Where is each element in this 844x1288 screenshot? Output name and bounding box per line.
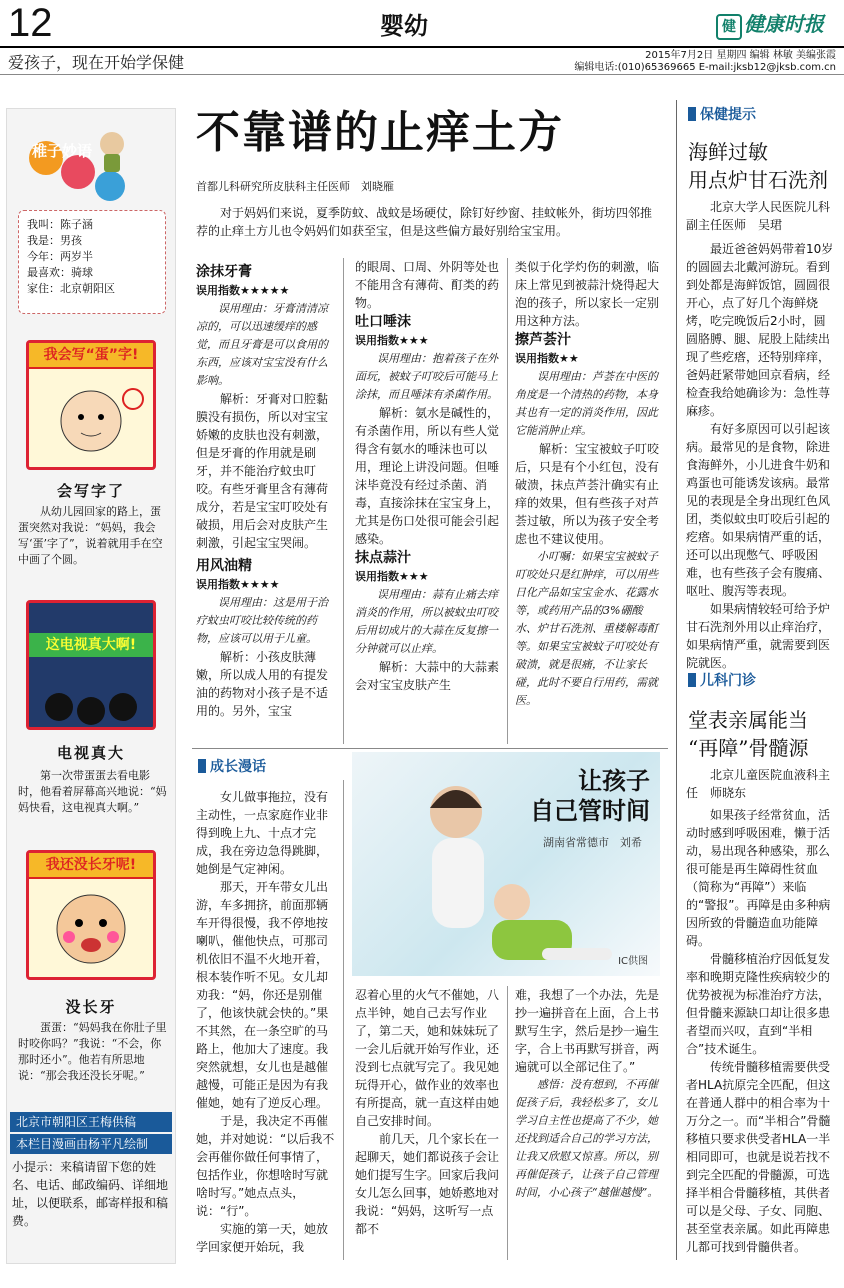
paragraph: 前几天，几个家长在一起聊天，她们都说孩子会让她们提写生字。回家后我问女儿怎么回事，她娇憨地对我说：“妈妈，这听写一点都不	[355, 1132, 500, 1236]
header-rule-thin	[0, 74, 844, 75]
credit-bar: 本栏目漫画由杨平凡绘制	[10, 1134, 172, 1154]
header-rule	[0, 46, 844, 48]
kids-quotes-logo	[26, 128, 136, 202]
paragraph: 类似于化学灼伤的刺激，临床上常见到被蒜汁烧得起大泡的孩子，所以家长一定别用这种方法。	[515, 260, 660, 328]
subhead: 涂抹牙膏	[196, 264, 252, 280]
cinema-audience-icon	[29, 657, 153, 727]
analysis: 解析：氨水是碱性的，有杀菌作用，所以有些人觉得含有氨水的唾沫也可以用，理论上讲没问题。但唾沫毕竟没有经过杀菌、消毒，直接涂抹在宝宝身上，尤其是伤口处很可能会引起感染。	[355, 406, 500, 546]
title-line: “再障”骨髓源	[688, 736, 809, 760]
right-column-divider	[676, 100, 677, 1260]
subhead: 吐口唾沫	[355, 314, 411, 330]
article-byline: 首都儿科研究所皮肤科主任医师 刘晓雁	[196, 180, 394, 193]
paragraph: 最近爸爸妈妈带着10岁的圆圆去北戴河游玩。看到到处都是海鲜饭馆，圆圆很开心，点了好几个海鲜烧烤，吃完晚饭后2小时，圆圆胳膊、腿、屁股上陆续出现了些疙瘩，还特别痒痒，爸妈赶紧带她回京看病，经检查我给她确诊为：急性荨麻疹。	[686, 242, 834, 418]
growth-title-line: 自己管时间	[530, 796, 650, 825]
analysis: 解析：大蒜中的大蒜素会对宝宝皮肤产生	[355, 660, 500, 692]
growth-title-line: 让孩子	[578, 766, 650, 795]
caption-writing: 会写字了	[56, 482, 125, 500]
reminder-tip: 小叮嘱：如果宝宝被蚊子叮咬处只是红肿痒，可以用些日化产品如宝宝金水、花露水等，或药用产品的3%硼酸水、炉甘石洗剂、重楼解毒酊等。如果宝宝被蚊子叮咬处有破溃，就是很痛，不让家长碰，此时不要自行用药，需就医。	[515, 550, 658, 707]
section-title: 婴幼	[380, 11, 428, 40]
health-tips-label	[688, 104, 756, 124]
aplastic-anemia-title	[688, 706, 808, 762]
section-divider	[192, 748, 668, 749]
analysis: 解析：宝宝被蚊子叮咬后，只是有个小红包，没有破溃，抹点芦荟汁确实有止痒的效果，但有些孩子对芦荟过敏，所以为孩子安全考虑也不建议使用。	[515, 442, 660, 546]
article-column-2	[355, 258, 500, 694]
pediatric-clinic-text: 儿科门诊	[700, 673, 756, 689]
misuse-index: 误用指数★★★	[355, 570, 429, 583]
growth-title	[530, 766, 650, 826]
profile-line: 家住：北京朝阳区	[27, 282, 115, 295]
parent-child-photo	[352, 752, 660, 976]
paragraph: 实施的第一天，她放学回家便开始玩，我	[196, 1222, 329, 1254]
analysis: 解析：牙膏对口腔黏膜没有损伤，所以对宝宝娇嫩的皮肤也没有刺激，但是牙膏的作用就是刷牙，并不能治疗蚊虫叮咬。有些牙膏里含有薄荷成分，若是宝宝叮咬处有破损，用后会对皮肤产生刺激，引起宝宝哭闹。	[196, 392, 329, 550]
seafood-allergy-title	[688, 138, 828, 194]
author-line: 北京大学人民医院儿科副主任医师 吴珺	[686, 200, 831, 232]
caption-teeth: 没长牙	[65, 998, 117, 1016]
newspaper-logo	[716, 8, 838, 42]
profile-line: 我叫：陈子涵	[27, 218, 93, 231]
growth-column-3	[515, 986, 660, 1202]
paragraph: 于是，我决定不再催她，并对她说：“以后我不会再催你做任何事情了，包括作业，你想啥时写就啥时写。”她点点头，说：“行”。	[196, 1114, 335, 1218]
baby-face-icon	[29, 879, 153, 979]
title-line: 海鲜过敏	[688, 140, 768, 164]
submission-tip: 小提示：来稿请留下您的姓名、电话、邮政编码、详细地址，以便联系，邮寄样报和稿费。	[12, 1160, 169, 1228]
misuse-reason: 误用理由：蒜有止痛去痒消炎的作用，所以被蚊虫叮咬后用切成片的大蒜在反复擦一分钟就可以止痒。	[355, 588, 498, 655]
story-teeth: 蛋蛋：“妈妈我在你肚子里时咬你吗？”我说：“不会，你那时还小”。他若有所思地说：“那会我还没长牙呢。”	[18, 1021, 167, 1082]
section-marker-icon	[688, 673, 696, 687]
story-tv: 第一次带蛋蛋去看电影时，他看着屏幕高兴地说：“妈妈快看，这电视真大啊。”	[18, 769, 167, 814]
analysis: 解析：小孩皮肤薄嫩，所以成人用的有提发油的药物对小孩子是不适用的。另外，宝宝	[196, 650, 329, 718]
right-article-2	[686, 766, 836, 1256]
misuse-reason: 误用理由：抱着孩子在外面玩，被蚊子叮咬后可能马上涂抹，而且唾沫有杀菌作用。	[355, 352, 498, 401]
cartoon-tv	[26, 600, 156, 730]
page-number: 12	[8, 1, 53, 45]
article-column-1	[196, 262, 336, 720]
growth-section-label	[198, 756, 266, 776]
growth-section-text: 成长漫话	[210, 759, 266, 775]
paragraph: 有好多原因可以引起该病。最常见的是食物，除进食海鲜外，小儿进食牛奶和鸡蛋也可能诱发该病。最常见的表现是全身出现红色风团，类似蚊虫叮咬后引起的疙瘩。如果病情严重的话，还可以出现憋气、呼吸困难，也有些孩子会有腹痛、呕吐、腹泻等表现。	[686, 422, 831, 598]
title-line: 用点炉甘石洗剂	[688, 168, 828, 192]
pediatric-clinic-label	[688, 670, 756, 690]
profile-line: 今年：两岁半	[27, 250, 93, 263]
paragraph: 骨髓移植治疗因低复发率和晚期克隆性疾病较少的优势被视为标准治疗方法，但骨髓来源缺口却让很多患者望而兴叹，直到“半相合”技术诞生。	[686, 952, 831, 1056]
subhead: 用风油精	[196, 558, 252, 574]
misuse-index: 误用指数★★★	[355, 334, 429, 347]
paragraph: 忍着心里的火气不催她，八点半钟，她自己去写作业了，第二天，她和妹妹玩了一会儿后就开始写作业，还没到七点就写完了。我见她玩得开心，做作业的效率也有所提高，就一直这样由她自己安排时间。	[355, 988, 500, 1128]
growth-column-2	[355, 986, 500, 1238]
cartoon-title: 这电视真大啊!	[29, 633, 153, 657]
paragraph: 那天，开车带女儿出游，车多拥挤，前面那辆车开得很慢，我不停地按喇叭，催他快点，可那司机依旧不温不火地开着，根本装作听不见。女儿却劝我：“妈，你还是别催了，他该快就会快的。”果不其然，在一条空旷的马路上，他加大了速度。我突然就想，女儿也是越催越慢，可能正是因为有我催她，她有了逆反心理。	[196, 880, 329, 1110]
child-drawing-icon	[29, 369, 153, 469]
paragraph: 传统骨髓移植需要供受者HLA抗原完全匹配，但这在普通人群中的相合率为十万分之一。而“半相合”骨髓移植只要求供受者HLA一半相同即可，也就是说若找不到完全匹配的骨髓源，可选择半相合骨髓移植，其供者可以是父母、子女、同胞、甚至堂表亲属。如此再障患儿都可找到骨髓供者。	[686, 1060, 831, 1254]
paragraph: 女儿做事拖拉，没有主动性，一点家庭作业非得到晚上九、十点才完成，我在旁边急得跳脚，她倒是气定神闲。	[196, 790, 329, 876]
story-writing: 从幼儿园回家的路上，蛋蛋突然对我说：“妈妈，我会写‘蛋’字了”，说着就用手在空中画了个圆。	[18, 505, 163, 566]
section-marker-icon	[198, 759, 206, 773]
paragraph: 如果孩子经常贫血，活动时感到呼吸困难，懒于活动，易出现各种感染，那么很可能是再生障碍性贫血（简称为“再障”）来临的“警报”。再障是由多种病因所致的骨髓造血功能障碍。	[686, 808, 831, 948]
cartoon-title: 我会写“蛋”字!	[29, 343, 153, 369]
kids-quotes-title: 稚子妙语	[32, 142, 93, 160]
growth-author: 湖南省常德市 刘希	[543, 836, 642, 849]
child-profile	[18, 210, 166, 314]
cartoon-teeth	[26, 850, 156, 980]
misuse-reason: 误用理由：芦荟在中医的角度是一个清热的药物，本身其也有一定的消炎作用，因此它能消肿止痒。	[515, 370, 658, 437]
caption-tv: 电视真大	[56, 744, 125, 762]
profile-line: 最喜欢：骑球	[27, 266, 93, 279]
column-divider	[507, 986, 508, 1260]
health-tips-text: 保健提示	[700, 107, 756, 123]
column-divider	[343, 258, 344, 744]
meta-date-editors: 2015年7月2日 星期四 编辑 林敏 美编张霞	[645, 50, 836, 61]
meta-contact: 编辑电话:(010)65369665 E-mail:jksb12@jksb.com.cn	[574, 62, 836, 73]
title-line: 堂表亲属能当	[688, 708, 808, 732]
misuse-reason: 误用理由：这是用于治疗蚊虫叮咬比较传统的药物，应该可以用于儿童。	[196, 596, 328, 645]
section-marker-icon	[688, 107, 696, 121]
page-slogan: 爱孩子，现在开始学保健	[8, 53, 185, 72]
profile-line: 我是：男孩	[27, 234, 82, 247]
subhead: 擦芦荟汁	[515, 332, 571, 348]
article-lead: 对于妈妈们来说，夏季防蚊、战蚊是场硬仗，除钉好纱窗、挂蚊帐外，街坊四邻推荐的止痒土方儿也令妈妈们如获至宝，但是这些偏方最好别给宝宝用。	[196, 206, 653, 238]
misuse-index: 误用指数★★★★★	[196, 284, 290, 297]
reflection: 感悟：没有想到，不再催促孩子后，我轻松多了，女儿学习自主性也提高了不少，她还找到适合自己的学习方法，让我又欣慰又惊喜。所以，别再催促孩子，让孩子自己管理时间，小心孩子“越催越慢”。	[515, 1078, 659, 1199]
misuse-index: 误用指数★★	[515, 352, 579, 365]
column-divider	[507, 258, 508, 744]
misuse-index: 误用指数★★★★	[196, 578, 280, 591]
author-line: 北京儿童医院血液科主任 师晓东	[686, 768, 831, 800]
cartoon-writing	[26, 340, 156, 470]
paragraph: 难，我想了一个办法，先是抄一遍拼音在上面，合上书默写生字，然后是抄一遍生字，合上书再默写拼音，两遍就可以全部记住了。”	[515, 988, 660, 1074]
subhead: 抹点蒜汁	[355, 550, 411, 566]
column-divider	[343, 780, 344, 1260]
page-meta	[574, 50, 836, 74]
credit-bar: 北京市朝阳区王梅供稿	[10, 1112, 172, 1132]
article-title: 不靠谱的止痒土方	[196, 107, 564, 158]
logo-mark-icon: 健	[716, 14, 742, 40]
article-column-3	[515, 258, 660, 710]
misuse-reason: 误用理由：牙膏清清凉凉的，可以迅速缓痒的感觉，而且牙膏是可以食用的东西，应该对宝宝没有什么影响。	[196, 302, 328, 387]
logo-text: 健康时报	[744, 12, 824, 36]
growth-column-1	[196, 788, 336, 1256]
right-article-1	[686, 198, 836, 672]
cartoon-title: 我还没长牙呢!	[29, 853, 153, 879]
paragraph: 如果病情较轻可给予炉甘石洗剂外用以止痒治疗，如果病情严重，就需要到医院就医。	[686, 602, 831, 670]
paragraph: 的眼周、口周、外阴等处也不能用含有薄荷、酊类的药物。	[355, 260, 500, 310]
photo-credit: IC供图	[618, 956, 648, 967]
